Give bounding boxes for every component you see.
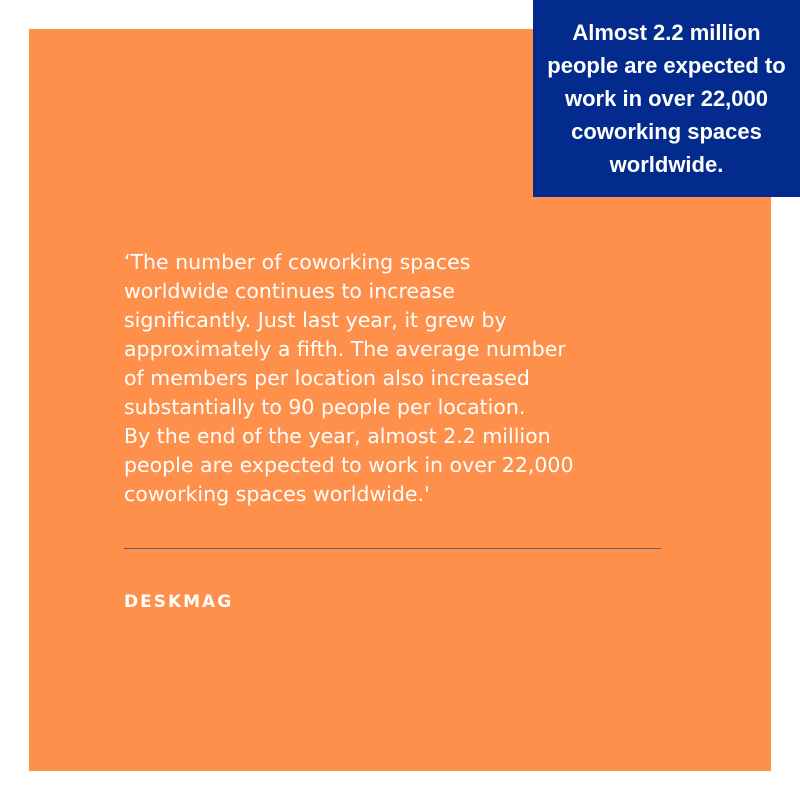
- source-label: DESKMAG: [124, 592, 234, 612]
- callout-box: [533, 0, 800, 197]
- callout-text: Almost 2.2 million people are expected to work in over 22,000 coworking spaces worldwide.: [547, 20, 786, 177]
- divider: [124, 548, 661, 549]
- quote-text: ‘The number of coworking spaces worldwide continues to increase significantly. Just last year, it grew by approximately a fifth. The average number of members per location also increased substantially to 90 people per location. By the end of the year, almost 2.2 million people are expected to work in over 22,000 coworking spaces worldwide.': [124, 250, 574, 506]
